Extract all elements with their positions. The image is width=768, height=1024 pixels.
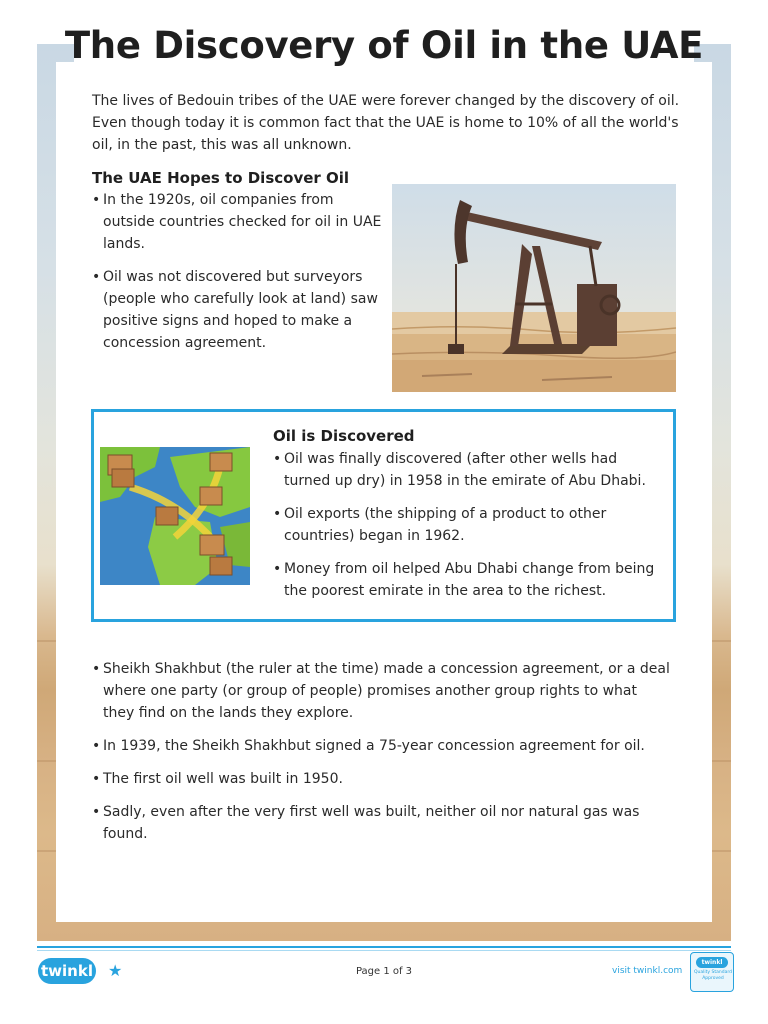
section-heading-discovered: Oil is Discovered bbox=[273, 427, 415, 445]
star-icon: ★ bbox=[108, 961, 123, 980]
footer-divider bbox=[37, 946, 731, 948]
bullet-list-discovered bbox=[273, 448, 665, 613]
list-item: • In 1939, the Sheikh Shakhbut signed a 75-year concession agreement for oil. bbox=[92, 735, 672, 757]
page-title: The Discovery of Oil in the UAE bbox=[64, 24, 704, 67]
quality-badge bbox=[690, 952, 734, 992]
bullet-list-hopes bbox=[92, 189, 388, 365]
bullet-list-agreement bbox=[92, 658, 672, 856]
list-item: • Sadly, even after the very first well was built, neither oil nor natural gas was found. bbox=[92, 801, 672, 845]
list-item: • Oil was not discovered but surveyors (people who carefully look at land) saw positive signs and hoped to make a concession agreement. bbox=[92, 266, 388, 354]
intro-paragraph: The lives of Bedouin tribes of the UAE were forever changed by the discovery of oil. Even though today it is common fact that the UAE is home to 10% of all the world's oil, in the past, this was all unknown. bbox=[92, 93, 680, 153]
world-map-image bbox=[100, 447, 250, 585]
list-item: • Oil was finally discovered (after other wells had turned up dry) in 1958 in the emirate of Abu Dhabi. bbox=[273, 448, 665, 492]
list-item: • Oil exports (the shipping of a product to other countries) began in 1962. bbox=[273, 503, 665, 547]
list-item: • Sheikh Shakhbut (the ruler at the time) made a concession agreement, or a deal where one party (or group of people) promises another group rights to what they find on the lands they explore. bbox=[92, 658, 672, 724]
badge-logo: twinkl bbox=[696, 957, 728, 968]
twinkl-logo[interactable]: twinkl bbox=[38, 958, 96, 984]
page-number: Page 1 of 3 bbox=[355, 966, 413, 977]
badge-text: Quality Standard Approved bbox=[694, 970, 732, 981]
list-item: • The first oil well was built in 1950. bbox=[92, 768, 672, 790]
section-heading-hopes: The UAE Hopes to Discover Oil bbox=[92, 169, 350, 187]
oil-pump-image bbox=[392, 184, 676, 392]
list-item: • In the 1920s, oil companies from outside countries checked for oil in UAE lands. bbox=[92, 189, 388, 255]
footer-divider bbox=[37, 950, 731, 951]
list-item: • Money from oil helped Abu Dhabi change from being the poorest emirate in the area to the richest. bbox=[273, 558, 665, 602]
visit-link[interactable]: visit twinkl.com bbox=[612, 966, 683, 976]
